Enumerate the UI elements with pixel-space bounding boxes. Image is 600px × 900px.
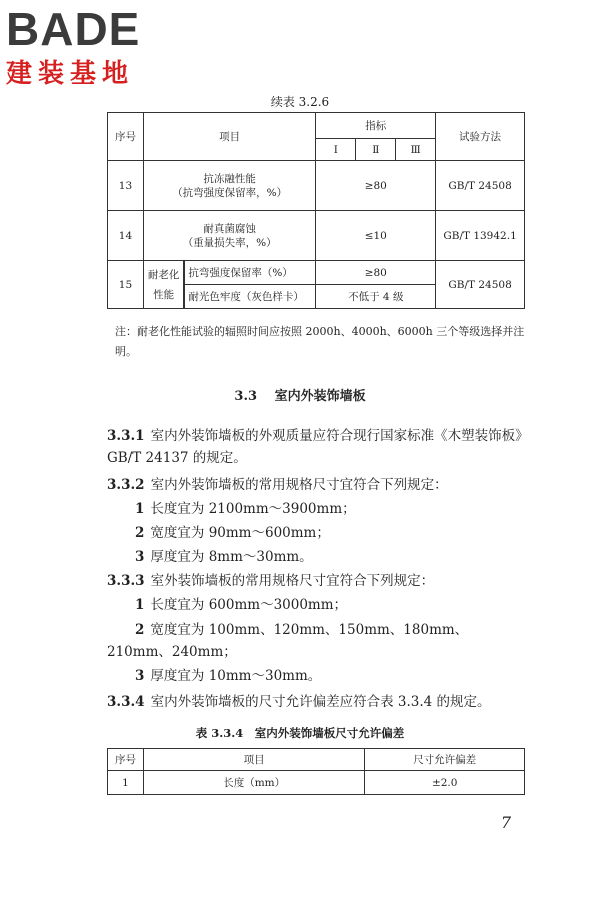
row-value: ≤10 [316,211,436,261]
clause-3-3-4 [107,691,532,713]
row-method: GB/T 13942.1 [436,211,525,261]
list-item [135,594,347,616]
list-item-number: 3 [135,668,145,684]
col-seq-header: 序号 [108,113,144,161]
list-item-number: 3 [135,549,145,565]
list-item [135,522,330,544]
brand-logo [6,4,140,90]
list-item-text: 宽度宜为 100mm、120mm、150mm、180mm、210mm、240mm； [107,622,469,660]
list-item [135,498,356,520]
row-item [143,211,316,261]
clause-text: 室外装饰墙板的常用规格尺寸宜符合下列规定： [150,573,435,589]
level-1: Ⅰ [316,139,356,161]
row-no: 13 [108,161,144,211]
row-group-line1: 耐老化 [147,268,180,281]
row-no: 14 [108,211,144,261]
row-item: 长度（mm） [143,771,364,795]
table-row [108,211,525,261]
table1-caption: 续表 3.2.6 [270,95,330,109]
logo-brand: BADE [6,3,141,55]
row-no: 1 [108,771,144,795]
clause-text: 室内外装饰墙板的常用规格尺寸宜符合下列规定： [150,477,448,493]
clause-number: 3.3.1 [107,428,145,444]
list-item-number: 2 [135,525,145,541]
row-no: 15 [108,261,144,309]
clause-3-3-2 [107,474,532,496]
level-3: Ⅲ [396,139,436,161]
section-number: 3.3 [234,389,258,404]
col-item-header: 项目 [143,749,364,771]
list-item-text: 厚度宜为 8mm～30mm。 [150,549,313,565]
table2-caption: 表 3.3.4 室内外装饰墙板尺寸允许偏差 [195,726,405,740]
col-seq-header: 序号 [108,749,144,771]
list-item [107,619,532,663]
clause-text: 室内外装饰墙板的尺寸允许偏差应符合表 3.3.4 的规定。 [150,694,491,710]
col-tol-header: 尺寸允许偏差 [365,749,525,771]
row-item-title: 耐真菌腐蚀 [203,222,256,235]
clause-number: 3.3.3 [107,573,145,589]
level-2: Ⅱ [356,139,396,161]
list-item-number: 1 [135,501,145,517]
col-method-header: 试验方法 [436,113,525,161]
list-item-text: 宽度宜为 90mm～600mm； [150,525,330,541]
row-subitem: 抗弯强度保留率（%） [184,261,316,285]
list-item-text: 长度宜为 2100mm～3900mm； [150,501,356,517]
row-item-sub: （重量损失率，%） [182,236,277,249]
table-header-row [108,113,525,139]
list-item-text: 厚度宜为 10mm～30mm。 [150,668,322,684]
col-item-header: 项目 [143,113,316,161]
row-tol: ±2.0 [365,771,525,795]
row-value: ≥80 [316,161,436,211]
row-item-title: 抗冻融性能 [203,172,256,185]
logo-subtitle: 建装基地 [6,59,135,89]
clause-text: 室内外装饰墙板的外观质量应符合现行国家标准《木塑装饰板》GB/T 24137 的规定。 [107,428,529,466]
table-row [108,261,525,285]
table-3-2-6-continued [107,112,525,309]
list-item [135,546,313,568]
row-method: GB/T 24508 [436,261,525,309]
table-3-3-4 [107,748,525,795]
table-note: 注：耐老化性能试验的辐照时间应按照 2000h、4000h、6000h 三个等级选择并注明。 [115,325,525,358]
clause-3-3-1 [107,425,532,469]
list-item-text: 长度宜为 600mm～3000mm； [150,597,348,613]
row-group [143,261,184,309]
list-item-number: 1 [135,597,145,613]
clause-number: 3.3.2 [107,477,145,493]
row-subitem: 耐光色牢度（灰色样卡） [184,285,316,309]
section-title: 室内外装饰墙板 [274,389,366,404]
clause-number: 3.3.4 [107,694,145,710]
row-value: ≥80 [316,261,436,285]
clause-3-3-3 [107,570,532,592]
row-item [143,161,316,211]
col-index-header: 指标 [316,113,436,139]
row-method: GB/T 24508 [436,161,525,211]
row-value: 不低于 4 级 [316,285,436,309]
page-number: 7 [500,813,511,832]
list-item [135,665,321,687]
table-row [108,161,525,211]
table-row [108,771,525,795]
row-group-line2: 性能 [153,288,175,301]
section-heading [0,385,600,404]
table-header-row [108,749,525,771]
list-item-number: 2 [135,622,145,638]
row-item-sub: （抗弯强度保留率，%） [172,186,288,199]
